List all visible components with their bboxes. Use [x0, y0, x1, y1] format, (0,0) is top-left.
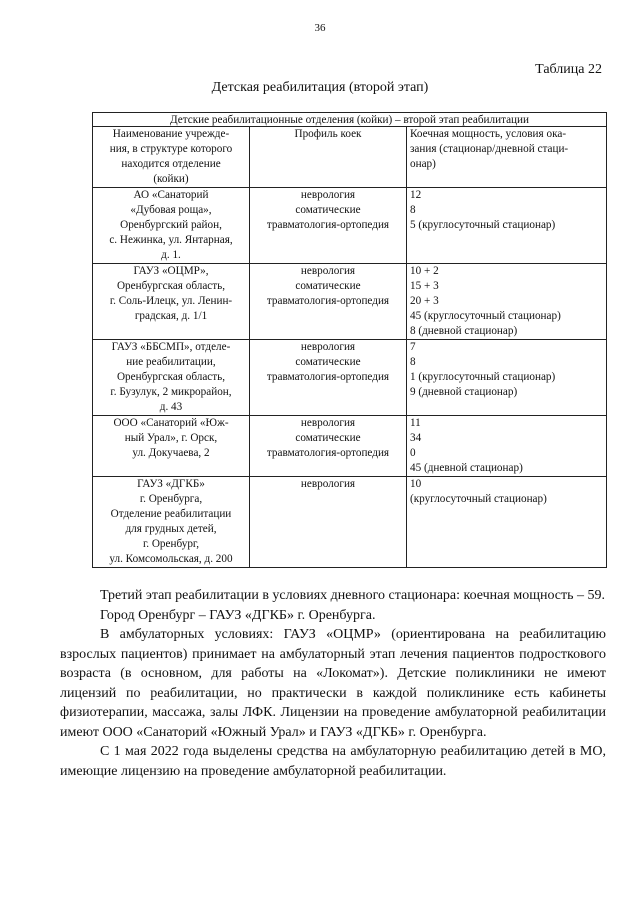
page-number: 36 — [314, 22, 326, 34]
header-capacity — [407, 127, 607, 188]
cell-line: 45 (круглосуточный стационар) — [410, 310, 561, 322]
cell-line: ул. Комсомольская, д. 200 — [109, 553, 233, 565]
cell-line: неврология — [300, 189, 356, 201]
capacity-cell — [407, 264, 607, 340]
cell-line: 12 — [410, 189, 422, 201]
header-profile — [250, 127, 407, 188]
header-line: зания (стационар/дневной стаци- — [410, 143, 569, 155]
cell-line: 10 + 2 — [410, 265, 439, 277]
section-title: Детская реабилитация (второй этап) — [211, 80, 429, 95]
capacity-cell — [407, 416, 607, 477]
cell-line: 11 — [410, 417, 421, 429]
cell-line: ный Урал», г. Орск, — [124, 432, 218, 444]
profile-cell — [250, 264, 407, 340]
cell-line: г. Бузулук, 2 микрорайон, — [110, 386, 232, 398]
cell-line: градская, д. 1/1 — [134, 310, 208, 322]
profile-cell — [250, 416, 407, 477]
header-line: ния, в структуре которого — [109, 143, 233, 155]
profile-cell — [250, 340, 407, 416]
cell-line: 8 — [410, 204, 416, 216]
table-caption: Детские реабилитационные отделения (койки) – второй этап реабилитации — [93, 113, 607, 127]
cell-line: соматические — [295, 356, 361, 368]
cell-line: д. 1. — [161, 249, 181, 261]
institution-cell — [93, 264, 250, 340]
header-line: онар) — [410, 158, 436, 170]
header-line: Профиль коек — [294, 128, 362, 140]
institution-cell — [93, 188, 250, 264]
paragraph: С 1 мая 2022 года выделены средства на амбулаторную реабилитацию детей в МО, имеющие лицензию на проведение амбулаторной реабилитации. — [60, 744, 606, 779]
table-row — [93, 416, 607, 477]
cell-line: соматические — [295, 280, 361, 292]
cell-line: «Дубовая роща», — [130, 204, 212, 216]
cell-line: ул. Докучаева, 2 — [132, 447, 210, 459]
cell-line: 5 (круглосуточный стационар) — [410, 219, 556, 231]
cell-line: 20 + 3 — [410, 295, 439, 307]
cell-line: 0 — [410, 447, 416, 459]
capacity-cell — [407, 340, 607, 416]
paragraph: Город Оренбург – ГАУЗ «ДГКБ» г. Оренбурга. — [100, 607, 376, 623]
header-line: Наименование учрежде- — [112, 128, 230, 140]
cell-line: для грудных детей, — [125, 523, 217, 535]
cell-line: ГАУЗ «ОЦМР», — [133, 265, 209, 277]
table-row — [93, 477, 607, 568]
header-institution — [93, 127, 250, 188]
cell-line: Отделение реабилитации — [110, 508, 232, 520]
profile-cell — [250, 188, 407, 264]
header-line: находится отделение — [121, 158, 221, 170]
rehabilitation-table — [92, 112, 607, 568]
cell-line: Оренбургская область, — [116, 371, 226, 383]
cell-line: ние реабилитации, — [126, 356, 216, 368]
institution-cell — [93, 340, 250, 416]
cell-line: соматические — [295, 204, 361, 216]
header-line: Коечная мощность, условия ока- — [410, 128, 567, 140]
cell-line: травматология-ортопедия — [266, 295, 390, 307]
cell-line: неврология — [300, 265, 356, 277]
cell-line: травматология-ортопедия — [266, 371, 390, 383]
cell-line: г. Соль-Илецк, ул. Ленин- — [109, 295, 233, 307]
cell-line: ГАУЗ «ББСМП», отделе- — [111, 341, 231, 353]
cell-line: ГАУЗ «ДГКБ» — [137, 478, 205, 490]
cell-line: травматология-ортопедия — [266, 447, 390, 459]
cell-line: неврология — [300, 417, 356, 429]
table-row — [93, 340, 607, 416]
cell-line: 9 (дневной стационар) — [410, 386, 518, 398]
cell-line: г. Оренбург, — [142, 538, 200, 550]
cell-line: АО «Санаторий — [133, 189, 209, 201]
profile-cell — [250, 477, 407, 568]
paragraph: В амбулаторных условиях: ГАУЗ «ОЦМР» (ориентирована на реабилитацию взрослых пациентов) принимает на амбулаторный этап лечения пациентов подросткового возраста (в основном, для работы на «Локомат»). Детские поликлиники не имеют лицензий по реабилитации, но практически в каждой поликлинике есть кабинеты физиотерапии, массажа, залы ЛФК. Лицензии на проведение амбулаторной реабилитации имеют ООО «Санаторий «Южный Урал» и ГАУЗ «ДГКБ» г. Оренбурга. — [60, 627, 606, 740]
cell-line: 10 — [410, 478, 422, 490]
paragraph: Третий этап реабилитации в условиях дневного стационара: коечная мощность – 59. — [100, 588, 606, 603]
cell-line: 7 — [410, 341, 416, 353]
cell-line: неврология — [300, 478, 356, 490]
header-line: (койки) — [153, 173, 189, 185]
cell-line: травматология-ортопедия — [266, 219, 390, 231]
table-row — [93, 264, 607, 340]
capacity-cell — [407, 477, 607, 568]
cell-line: (круглосуточный стационар) — [410, 493, 547, 505]
cell-line: Оренбургская область, — [116, 280, 226, 292]
cell-line: 15 + 3 — [410, 280, 439, 292]
table-row — [93, 188, 607, 264]
cell-line: д. 43 — [159, 401, 183, 413]
cell-line: 45 (дневной стационар) — [410, 462, 523, 474]
cell-line: 34 — [410, 432, 422, 444]
institution-cell — [93, 477, 250, 568]
cell-line: ООО «Санаторий «Юж- — [113, 417, 229, 429]
cell-line: 8 (дневной стационар) — [410, 325, 518, 337]
capacity-cell — [407, 188, 607, 264]
table-caption-row — [93, 113, 607, 127]
table-label: Таблица 22 — [535, 62, 602, 77]
cell-line: с. Нежинка, ул. Янтарная, — [109, 234, 233, 246]
cell-line: соматические — [295, 432, 361, 444]
table-header-row — [93, 127, 607, 188]
cell-line: г. Оренбурга, — [139, 493, 203, 505]
cell-line: Оренбургский район, — [120, 219, 222, 231]
cell-line: 1 (круглосуточный стационар) — [410, 371, 556, 383]
cell-line: 8 — [410, 356, 416, 368]
institution-cell — [93, 416, 250, 477]
cell-line: неврология — [300, 341, 356, 353]
body-text — [60, 586, 606, 781]
